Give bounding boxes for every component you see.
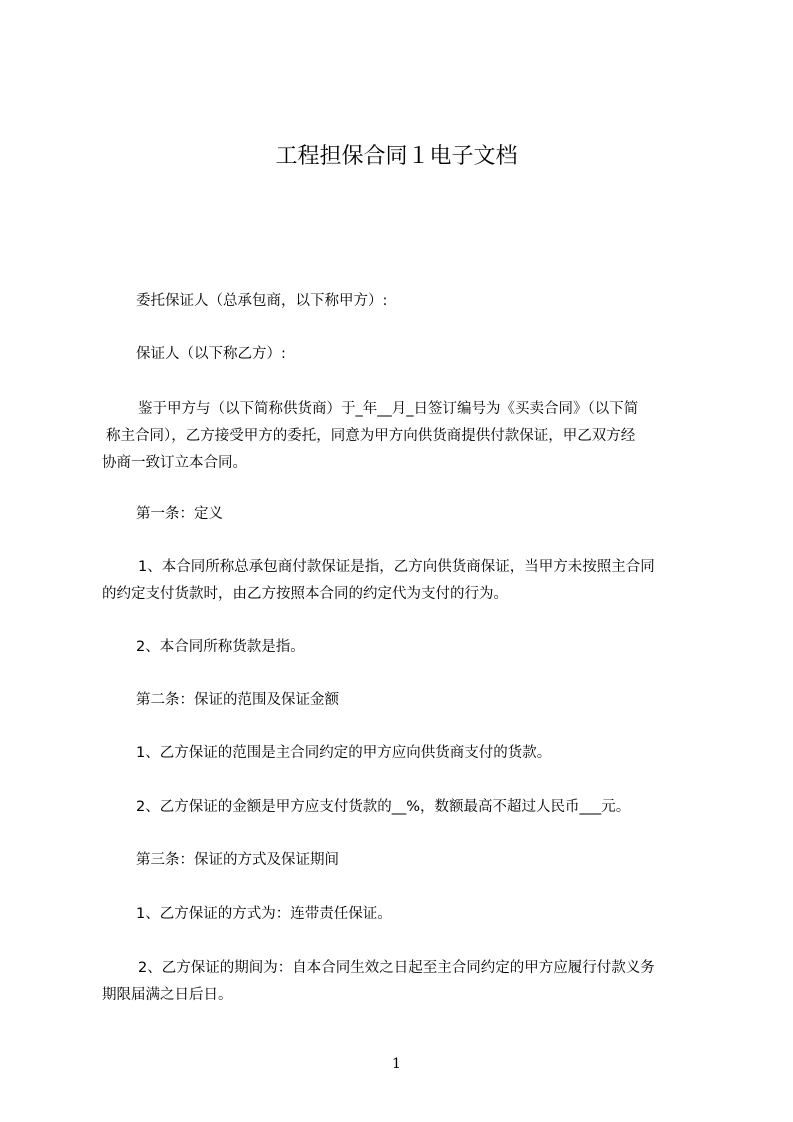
- article-3-heading: 第三条：保证的方式及保证期间: [136, 852, 339, 868]
- article-3-item-2-line-1: 2、乙方保证的期间为：自本合同生效之日起至主合同约定的甲方应履行付款义务: [138, 960, 655, 976]
- preamble-line-1: 鉴于甲方与（以下简称供货商）于_年__月_日签订编号为《买卖合同》（以下简: [138, 401, 639, 417]
- preamble-line-3: 协商一致订立本合同。: [102, 455, 247, 471]
- paragraph-article-2-item-2: 2、乙方保证的金额是甲方应支付货款的__%，数额最高不超过人民币___元。: [136, 799, 631, 815]
- paragraph-preamble: [102, 396, 714, 477]
- paragraph-guarantor: 保证人（以下称乙方）:: [136, 346, 286, 362]
- paragraph-article-1-item-1: [102, 554, 714, 608]
- paragraph-article-3-item-2: [102, 955, 714, 1009]
- page-number: 1: [392, 1056, 401, 1072]
- article-3-item-2-line-2: 期限届满之日后日。: [102, 987, 233, 1003]
- paragraph-principal: 委托保证人（总承包商，以下称甲方）:: [136, 293, 388, 309]
- article-1-item-1-line-1: 1、本合同所称总承包商付款保证是指，乙方向供货商保证，当甲方未按照主合同: [138, 559, 655, 575]
- paragraph-article-1-item-2: 2、本合同所称货款是指。: [136, 639, 305, 655]
- article-2-heading: 第二条：保证的范围及保证金额: [136, 692, 339, 708]
- article-1-item-1-line-2: 的约定支付货款时，由乙方按照本合同的约定代为支付的行为。: [102, 586, 508, 602]
- paragraph-article-2-item-1: 1、乙方保证的范围是主合同约定的甲方应向供货商支付的货款。: [136, 745, 552, 761]
- article-1-heading: 第一条：定义: [136, 506, 223, 522]
- preamble-line-2: 称主合同），乙方接受甲方的委托，同意为甲方向供货商提供付款保证，甲乙双方经: [106, 428, 636, 444]
- document-title: 工程担保合同１电子文档: [275, 144, 518, 169]
- paragraph-article-3-item-1: 1、乙方保证的方式为：连带责任保证。: [136, 906, 392, 922]
